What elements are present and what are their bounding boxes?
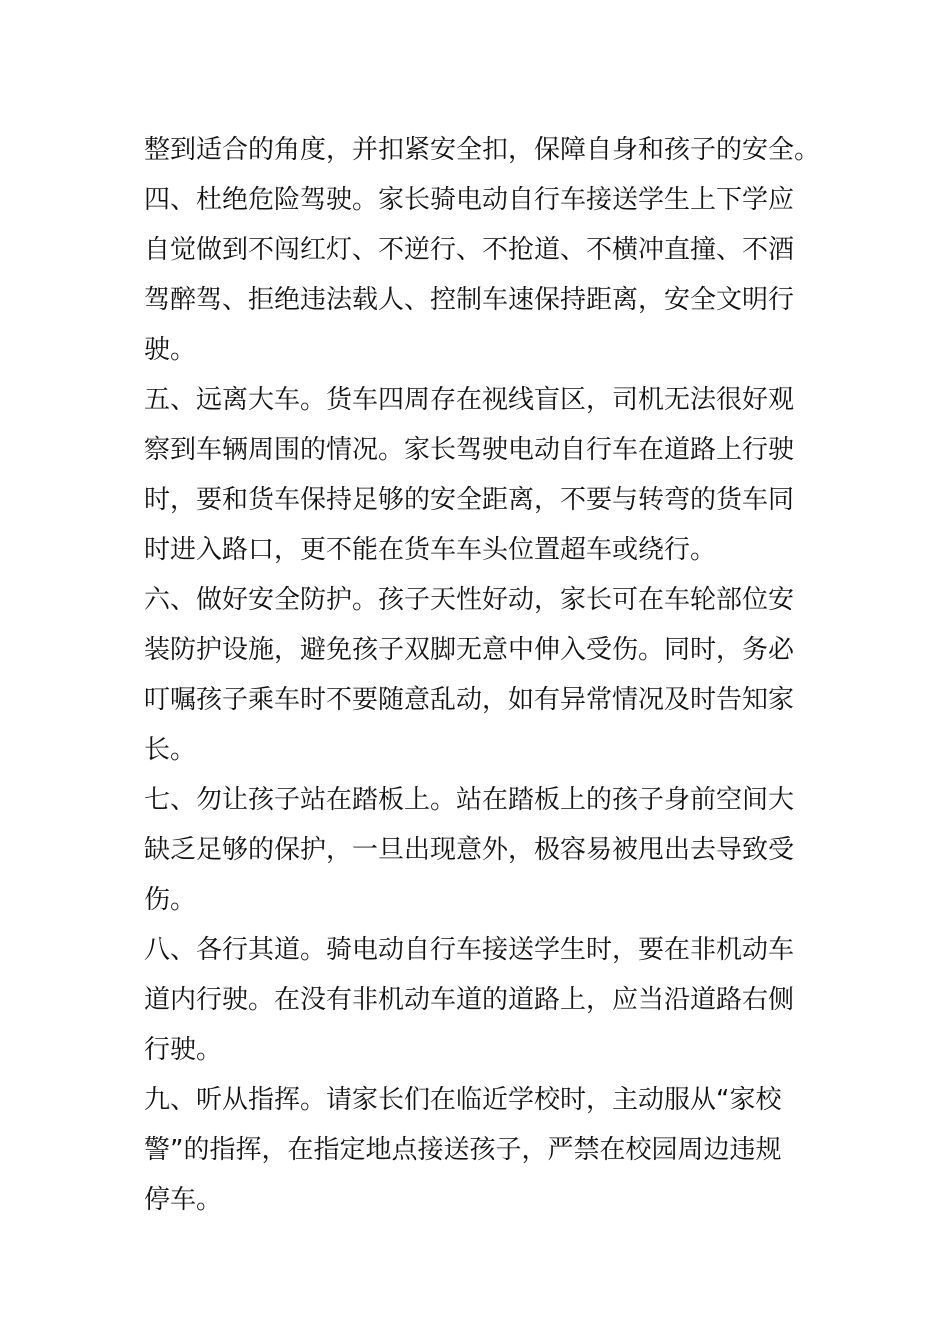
text-line: 四、杜绝危险驾驶。家长骑电动自行车接送学生上下学应 xyxy=(144,185,795,215)
text-line: 察到车辆周围的情况。家长驾驶电动自行车在道路上行驶 xyxy=(144,435,795,465)
text-line: 行驶。 xyxy=(144,1035,223,1065)
text-line: 九、听从指挥。请家长们在临近学校时，主动服从“家校 xyxy=(144,1085,782,1115)
text-line: 驾醉驾、拒绝违法载人、控制车速保持距离，安全文明行 xyxy=(144,285,795,315)
document-body xyxy=(144,125,821,1225)
text-line: 六、做好安全防护。孩子天性好动，家长可在车轮部位安 xyxy=(144,585,795,615)
text-line: 缺乏足够的保护，一旦出现意外，极容易被甩出去导致受 xyxy=(144,835,795,865)
text-line: 长。 xyxy=(144,735,197,765)
text-line: 七、勿让孩子站在踏板上。站在踏板上的孩子身前空间大 xyxy=(144,785,795,815)
text-line: 叮嘱孩子乘车时不要随意乱动，如有异常情况及时告知家 xyxy=(144,685,795,715)
text-line: 停车。 xyxy=(144,1185,223,1215)
text-line: 五、远离大车。货车四周存在视线盲区，司机无法很好观 xyxy=(144,385,795,415)
text-line: 时进入路口，更不能在货车车头位置超车或绕行。 xyxy=(144,535,717,565)
text-line: 道内行驶。在没有非机动车道的道路上，应当沿道路右侧 xyxy=(144,985,795,1015)
text-line: 时，要和货车保持足够的安全距离，不要与转弯的货车同 xyxy=(144,485,795,515)
text-line: 警”的指挥，在指定地点接送孩子，严禁在校园周边违规 xyxy=(144,1135,782,1165)
text-line: 自觉做到不闯红灯、不逆行、不抢道、不横冲直撞、不酒 xyxy=(144,235,795,265)
text-line: 驶。 xyxy=(144,335,197,365)
text-line: 整到适合的角度，并扣紧安全扣，保障自身和孩子的安全。 xyxy=(144,135,821,165)
text-line: 装防护设施，避免孩子双脚无意中伸入受伤。同时，务必 xyxy=(144,635,795,665)
text-line: 八、各行其道。骑电动自行车接送学生时，要在非机动车 xyxy=(144,935,795,965)
text-line: 伤。 xyxy=(144,885,197,915)
